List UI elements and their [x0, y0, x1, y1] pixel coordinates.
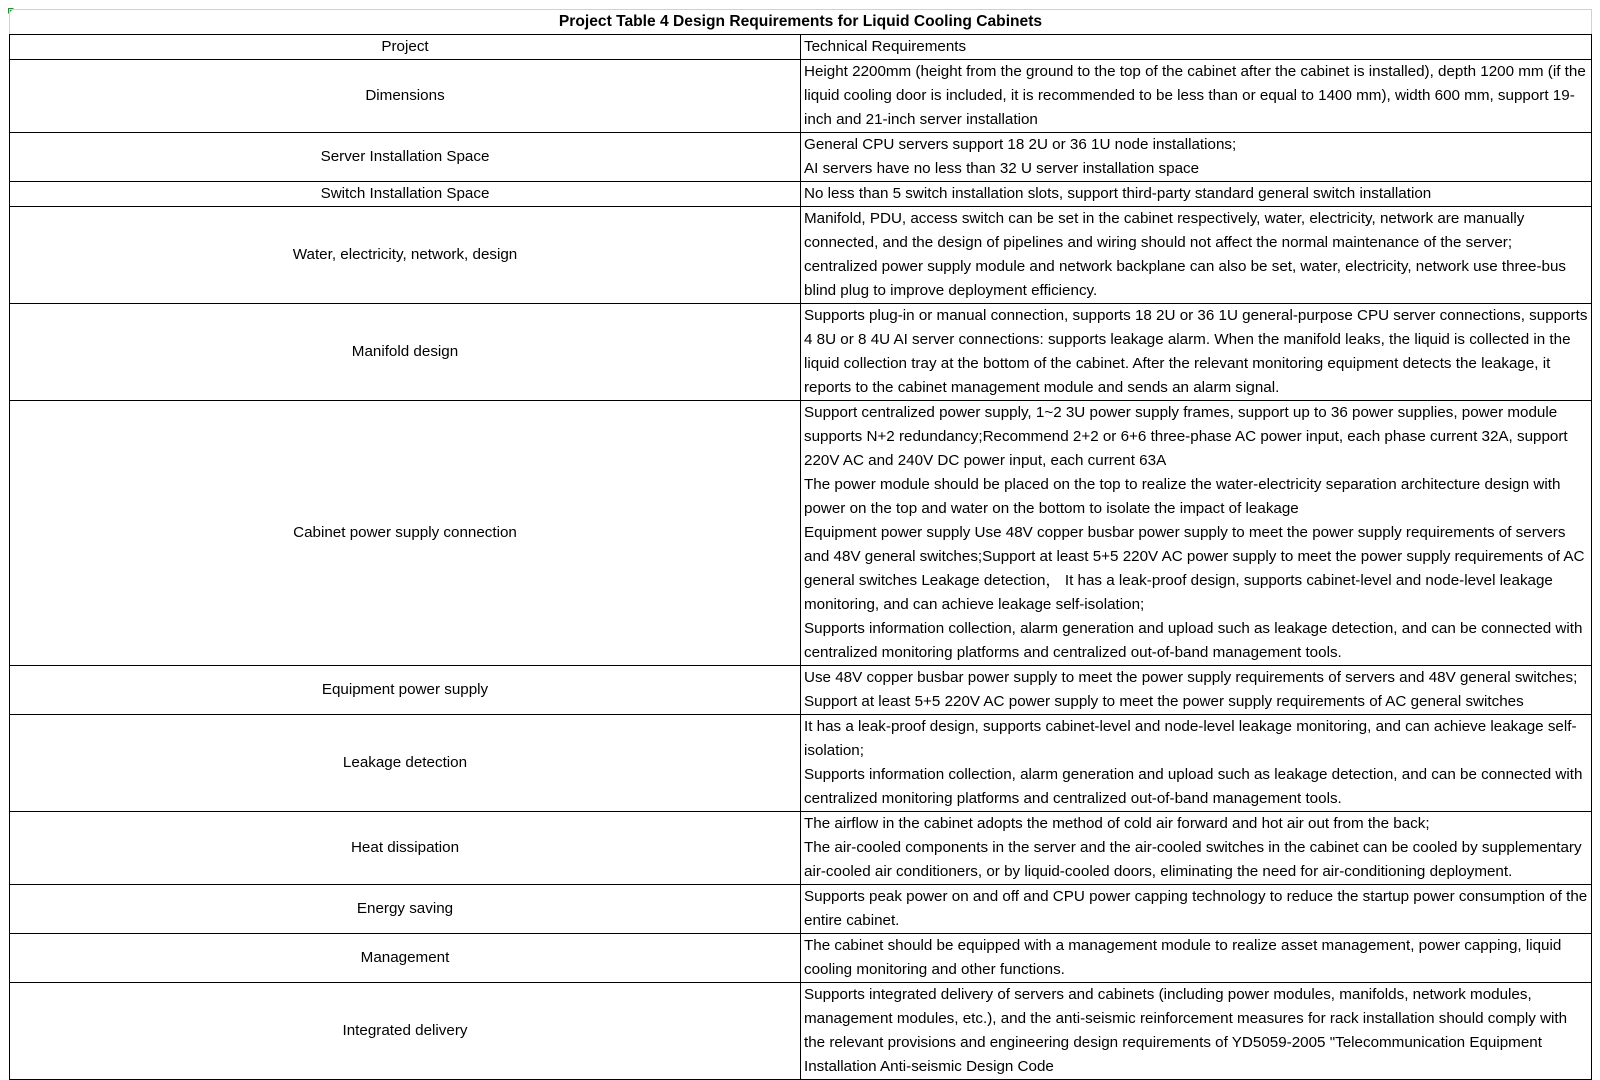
table-row — [10, 983, 1592, 1080]
requirement-line: No less than 5 switch installation slots, support third-party standard general switch installation — [804, 185, 1432, 202]
table-title[interactable]: Project Table 4 Design Requirements for Liquid Cooling Cabinets — [10, 10, 1592, 35]
table-row — [10, 304, 1592, 401]
project-cell[interactable]: Energy saving — [10, 885, 801, 934]
project-cell[interactable]: Dimensions — [10, 60, 801, 133]
requirement-line: Support centralized power supply, 1~2 3U power supply frames, support up to 36 power supplies, power module supports N+2 redundancy;Recommend 2+2 or 6+6 three-phase AC power input, each phase current 32A, support 220V AC and 240V DC power input, each current 63A — [804, 404, 1568, 469]
requirements-cell[interactable] — [801, 133, 1592, 182]
requirement-line: The power module should be placed on the top to realize the water-electricity separation architecture design with power on the top and water on the bottom to isolate the impact of leakage — [804, 476, 1561, 517]
table-row — [10, 934, 1592, 983]
requirements-cell[interactable] — [801, 885, 1592, 934]
project-cell[interactable]: Water, electricity, network, design — [10, 207, 801, 304]
requirements-cell[interactable] — [801, 304, 1592, 401]
title-row — [10, 10, 1592, 35]
requirement-line: The airflow in the cabinet adopts the method of cold air forward and hot air out from the back; — [804, 815, 1430, 832]
requirement-line: Support at least 5+5 220V AC power supply to meet the power supply requirements of AC general switches — [804, 693, 1524, 710]
project-cell[interactable]: Equipment power supply — [10, 666, 801, 715]
table-row — [10, 666, 1592, 715]
header-technical-requirements[interactable]: Technical Requirements — [801, 35, 1592, 60]
project-cell[interactable]: Management — [10, 934, 801, 983]
requirement-line: Manifold, PDU, access switch can be set in the cabinet respectively, water, electricity, network are manually connected, and the design of pipelines and wiring should not affect the normal maintenance of the server; centralized power supply module and network backplane can also be set, water, electricity, network use three-bus blind plug to improve deployment efficiency. — [804, 210, 1567, 299]
requirements-cell[interactable] — [801, 666, 1592, 715]
requirements-cell[interactable] — [801, 60, 1592, 133]
table-row — [10, 715, 1592, 812]
requirement-line: Supports information collection, alarm generation and upload such as leakage detection, and can be connected with centralized monitoring platforms and centralized out-of-band management tools. — [804, 620, 1583, 661]
requirement-line: Supports integrated delivery of servers and cabinets (including power modules, manifolds, network modules, management modules, etc.), and the anti-seismic reinforcement measures for rack installation should comply with the relevant provisions and engineering design requirements of YD5059-2005 "Telecommunication Equipment Installation Anti-seismic Design Code — [804, 986, 1568, 1075]
spreadsheet-table-area — [9, 9, 1592, 1080]
requirement-line: Supports plug-in or manual connection, supports 18 2U or 36 1U general-purpose CPU server connections, supports 4 8U or 8 4U AI server connections: supports leakage alarm. When the manifold leaks, the liquid is collected in the liquid collection tray at the bottom of the cabinet. After the relevant monitoring equipment detects the leakage, it reports to the cabinet management module and sends an alarm signal. — [804, 307, 1588, 396]
project-cell[interactable]: Manifold design — [10, 304, 801, 401]
requirements-cell[interactable] — [801, 983, 1592, 1080]
requirement-line: The air-cooled components in the server and the air-cooled switches in the cabinet can be cooled by supplementary air-cooled air conditioners, or by liquid-cooled doors, eliminating the need for air-conditioning deployment. — [804, 839, 1582, 880]
requirement-line: Height 2200mm (height from the ground to the top of the cabinet after the cabinet is installed), depth 1200 mm (if the liquid cooling door is included, it is recommended to be less than or equal to 1400 mm), width 600 mm, support 19-inch and 21-inch server installation — [804, 63, 1586, 128]
table-row — [10, 182, 1592, 207]
table-row — [10, 401, 1592, 666]
header-project[interactable]: Project — [10, 35, 801, 60]
requirements-cell[interactable] — [801, 401, 1592, 666]
header-row — [10, 35, 1592, 60]
project-cell[interactable]: Leakage detection — [10, 715, 801, 812]
requirements-cell[interactable] — [801, 207, 1592, 304]
table-row — [10, 885, 1592, 934]
project-cell[interactable]: Heat dissipation — [10, 812, 801, 885]
requirements-cell[interactable] — [801, 812, 1592, 885]
requirement-line: Use 48V copper busbar power supply to meet the power supply requirements of servers and 48V general switches; — [804, 669, 1578, 686]
project-cell[interactable]: Cabinet power supply connection — [10, 401, 801, 666]
table-row — [10, 812, 1592, 885]
requirements-table — [9, 9, 1592, 1080]
requirements-cell[interactable] — [801, 715, 1592, 812]
requirement-line: General CPU servers support 18 2U or 36 1U node installations; — [804, 136, 1237, 153]
requirement-line: The cabinet should be equipped with a management module to realize asset management, power capping, liquid cooling monitoring and other functions. — [804, 937, 1562, 978]
table-row — [10, 133, 1592, 182]
project-cell[interactable]: Integrated delivery — [10, 983, 801, 1080]
requirement-line: AI servers have no less than 32 U server installation space — [804, 160, 1200, 177]
project-cell[interactable]: Switch Installation Space — [10, 182, 801, 207]
table-row — [10, 60, 1592, 133]
requirement-line: Equipment power supply Use 48V copper busbar power supply to meet the power supply requirements of servers and 48V general switches;Support at least 5+5 220V AC power supply to meet the power supply requirements of AC general switches Leakage detection， It has a leak-proof design, supports cabinet-level and node-level leakage monitoring, and can achieve leakage self-isolation; — [804, 524, 1585, 613]
requirement-line: Supports peak power on and off and CPU power capping technology to reduce the startup power consumption of the entire cabinet. — [804, 888, 1588, 929]
project-cell[interactable]: Server Installation Space — [10, 133, 801, 182]
requirements-cell[interactable] — [801, 182, 1592, 207]
requirement-line: It has a leak-proof design, supports cabinet-level and node-level leakage monitoring, and can achieve leakage self-isolation; — [804, 718, 1577, 759]
requirements-cell[interactable] — [801, 934, 1592, 983]
table-row — [10, 207, 1592, 304]
requirement-line: Supports information collection, alarm generation and upload such as leakage detection, and can be connected with centralized monitoring platforms and centralized out-of-band management tools. — [804, 766, 1583, 807]
